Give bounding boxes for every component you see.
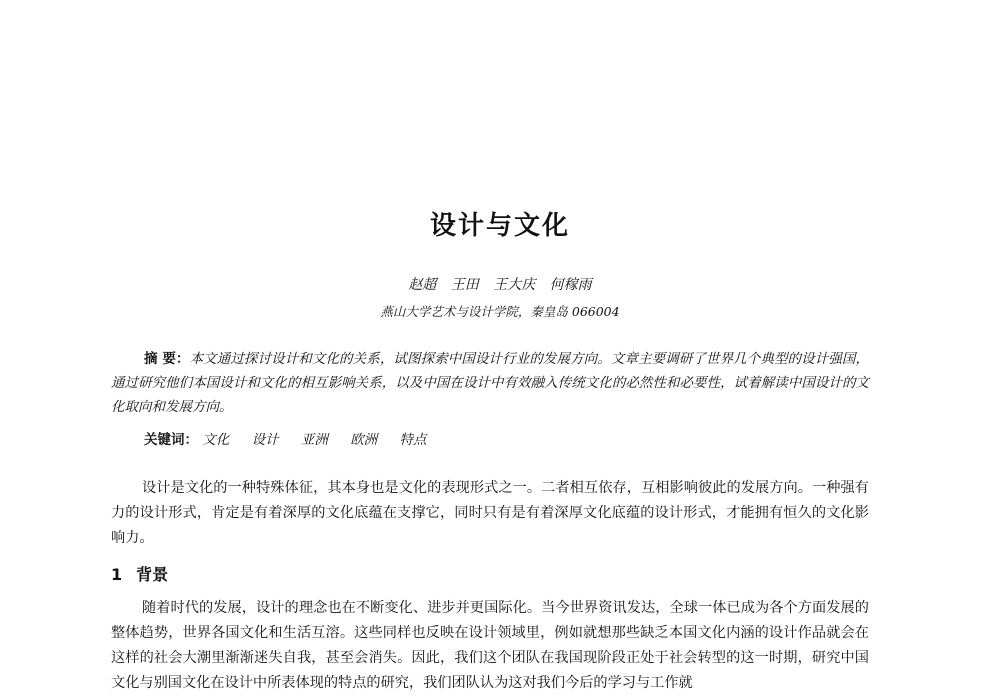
- affiliation: 燕山大学艺术与设计学院，秦皇岛 066004: [380, 304, 620, 319]
- keyword: 文化: [202, 432, 230, 448]
- abstract-label: 摘 要：: [144, 351, 190, 367]
- section-number: 1: [111, 565, 123, 584]
- paper-title: 设计与文化: [429, 211, 570, 241]
- intro-paragraph: 设计是文化的一种特殊体征，其本身也是文化的表现形式之一。二者相互依存，互相影响彼此的发展方向。一种强有力的设计形式，肯定是有着深厚的文化底蕴在支撑它，同时只有是有着深厚文化底蕴的设计形式，才能拥有恒久的文化影响力。: [111, 480, 869, 546]
- abstract: [111, 347, 869, 419]
- keyword: 设计: [251, 432, 279, 448]
- section-paragraph: 随着时代的发展，设计的理念也在不断变化、进步并更国际化。当今世界资讯发达，全球一体已成为各个方面发展的整体趋势，世界各国文化和生活互溶。这些同样也反映在设计领域里，例如就想那些缺乏本国文化内涵的设计作品就会在这样的社会大潮里渐渐迷失自我，甚至会消失。因此，我们这个团队在我国现阶段正处于社会转型的这一时期，研究中国文化与别国文化在设计中所表体现的特点的研究，我们团队认为这对我们今后的学习与工作就: [111, 600, 869, 691]
- keyword: 欧洲: [350, 432, 378, 448]
- section-title: 背景: [136, 565, 169, 584]
- keyword: 亚洲: [300, 432, 328, 448]
- abstract-text: 本文通过探讨设计和文化的关系，试图探索中国设计行业的发展方向。文章主要调研了世界几个典型的设计强国，通过研究他们本国设计和文化的相互影响关系，以及中国在设计中有效融入传统文化的必然性和必要性，试着解读中国设计的文化取向和发展方向。: [111, 351, 869, 415]
- section-heading: [111, 562, 168, 585]
- keywords: [144, 428, 444, 448]
- keyword: 特点: [399, 432, 427, 448]
- keywords-label: 关键词：: [144, 432, 198, 448]
- author-list: 赵超 王田 王大庆 何稼雨: [408, 277, 592, 293]
